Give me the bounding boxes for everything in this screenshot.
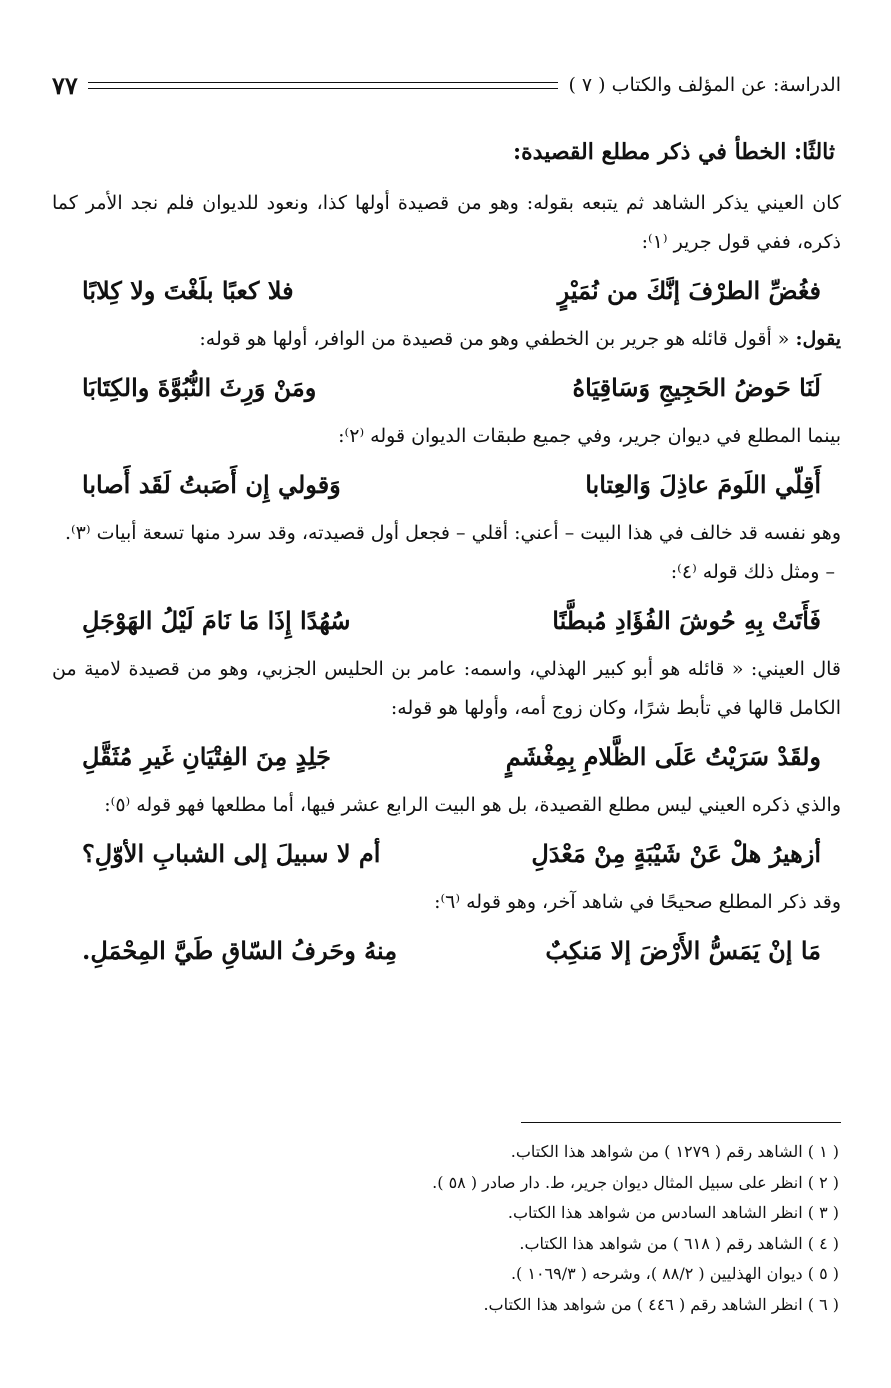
paragraph-1: كان العيني يذكر الشاهد ثم يتبعه بقوله: وهو من قصيدة أولها كذا، ونعود للديوان فلم نجد الأمر كما ذكره، ففي قول جرير ⁽١⁾: — [52, 192, 841, 253]
section-heading: ثالثًا: الخطأ في ذكر مطلع القصيدة: — [513, 139, 835, 165]
verse-7-first-hemistich: مَا إنْ يَمَسُّ الأَرْضَ إلا مَنكِبٌ — [545, 936, 821, 965]
paragraph-8: وقد ذكر المطلع صحيحًا في شاهد آخر، وهو قوله ⁽٦⁾: — [434, 891, 841, 913]
verse-3 — [82, 460, 821, 510]
paragraph-2-text: « أقول قائله هو جرير بن الخطفي وهو من قصيدة من الوافر، أولها هو قوله: — [199, 328, 796, 350]
verse-5-first-hemistich: ولقَدْ سَرَيْتُ عَلَى الظَّلامِ بِمِغْشَمٍ — [505, 742, 821, 771]
footnote-3: ( ٣ ) انظر الشاهد السادس من شواهد هذا الكتاب. — [507, 1203, 839, 1222]
verse-5-second-hemistich: جَلِدٍ مِنَ الفِتْيَانِ غَيرِ مُثَقَّلِ — [82, 742, 331, 771]
verse-2-second-hemistich: ومَنْ وَرِثَ النُّبُوَّةَ والكِتَابَا — [82, 373, 317, 402]
header-title: الدراسة: عن المؤلف والكتاب ( ٧ ) — [568, 74, 841, 96]
verse-4 — [82, 596, 821, 646]
page-number: ٧٧ — [52, 70, 78, 100]
footnote-4: ( ٤ ) الشاهد رقم ( ٦١٨ ) من شواهد هذا الكتاب. — [519, 1233, 839, 1253]
footnote-2: ( ٢ ) انظر على سبيل المثال ديوان جرير، ط. دار صادر ( ٥٨ ). — [432, 1172, 839, 1192]
footnote-separator — [521, 1122, 841, 1123]
verse-1-first-hemistich: فغُضِّ الطرْفَ إنَّكَ من نُمَيْرٍ — [557, 276, 821, 305]
verse-2 — [82, 363, 821, 413]
paragraph-2 — [52, 320, 841, 359]
verse-4-first-hemistich: فَأَتَتْ بِهِ حُوشَ الفُؤَادِ مُبطَّنًا — [552, 606, 821, 635]
verse-3-first-hemistich: أَقِلّي اللَومَ عاذِلَ وَالعِتابا — [585, 470, 821, 499]
page-body — [52, 120, 841, 980]
footnote-1: ( ١ ) الشاهد رقم ( ١٢٧٩ ) من شواهد هذا الكتاب. — [510, 1142, 839, 1161]
verse-6-first-hemistich: أزهيرُ هلْ عَنْ شَيْبَةٍ مِنْ مَعْدَلِ — [531, 839, 821, 868]
paragraph-5: – ومثل ذلك قوله ⁽٤⁾: — [670, 561, 835, 583]
verse-5 — [82, 732, 821, 782]
footnotes — [52, 1137, 839, 1320]
verse-1 — [82, 266, 821, 316]
footnote-6: ( ٦ ) انظر الشاهد رقم ( ٤٤٦ ) من شواهد هذا الكتاب. — [483, 1294, 839, 1314]
paragraph-2-lead: يقول: — [795, 328, 841, 350]
header-double-rule — [88, 82, 559, 89]
paragraph-7: والذي ذكره العيني ليس مطلع القصيدة، بل هو البيت الرابع عشر فيها، أما مطلعها فهو قوله ⁽٥⁾: — [104, 794, 841, 816]
verse-4-second-hemistich: سُهُدًا إِذَا مَا نَامَ لَيْلُ الهَوْجَلِ — [82, 606, 351, 635]
paragraph-4: وهو نفسه قد خالف في هذا البيت – أعني: أقلي – فجعل أول قصيدته، وقد سرد منها تسعة أبيات ⁽٣⁾. — [64, 522, 841, 544]
paragraph-6: قال العيني: « قائله هو أبو كبير الهذلي، واسمه: عامر بن الحليس الجزبي، وهو من قصيدة لامية من الكامل قالها في تأبط شرًا، وكان زوج أمه، وأولها هو قوله: — [52, 658, 841, 719]
verse-7-second-hemistich: مِنهُ وحَرفُ السّاقِ طَيَّ المِحْمَلِ. — [82, 936, 398, 965]
footnote-5: ( ٥ ) ديوان الهذليين ( ٨٨/٢ )، وشرحه ( ١٠٦٩/٣ ). — [510, 1264, 839, 1283]
paragraph-3: بينما المطلع في ديوان جرير، وفي جميع طبقات الديوان قوله ⁽٢⁾: — [338, 425, 841, 447]
verse-6-second-hemistich: أم لا سبيلَ إلى الشبابِ الأوّلِ؟ — [82, 839, 381, 868]
verse-6 — [82, 829, 821, 879]
verse-1-second-hemistich: فلا كعبًا بلَغْتَ ولا كِلابًا — [82, 276, 294, 305]
running-header — [52, 68, 841, 102]
verse-7 — [82, 926, 821, 976]
verse-2-first-hemistich: لَنَا حَوضُ الحَجِيجِ وَسَاقِيَاهُ — [572, 373, 821, 402]
verse-3-second-hemistich: وَقولي إِن أَصَبتُ لَقَد أَصابا — [82, 470, 341, 499]
